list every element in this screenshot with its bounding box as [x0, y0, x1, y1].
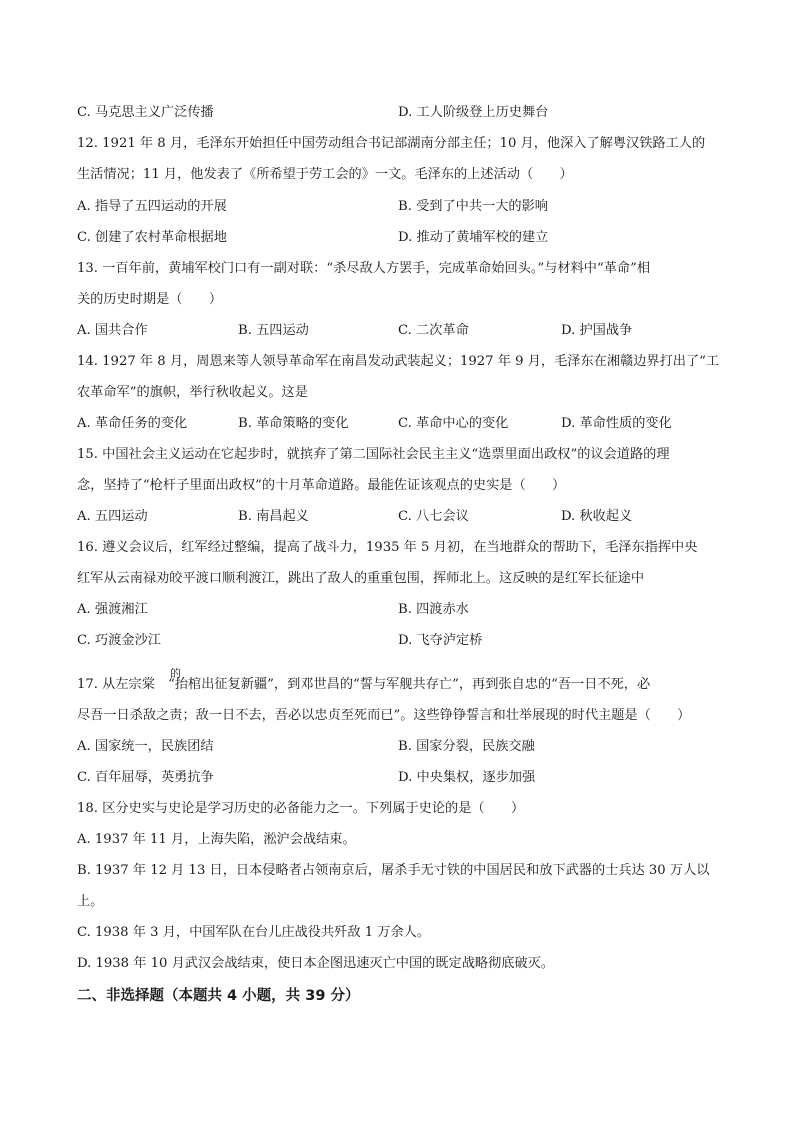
q16-stem-line-1: 16. 遵义会议后，红军经过整编，提高了战斗力，1935 年 5 月初，在当地群众的帮助下，毛泽东指挥中央	[77, 540, 698, 555]
q14-option-b: B. 革命策略的变化	[238, 416, 349, 431]
q18-option-b-line-1: B. 1937 年 12 月 13 日，日本侵略者占领南京后，屠杀手无寸铁的中国居民和放下武器的士兵达 30 万人以	[77, 863, 710, 878]
q11-option-d: D. 工人阶级登上历史舞台	[398, 105, 549, 120]
q15-option-b: B. 南昌起义	[238, 509, 309, 524]
q12-option-b: B. 受到了中共一大的影响	[398, 199, 548, 214]
q16-option-b: B. 四渡赤水	[398, 602, 469, 617]
q14-stem-line-1: 14. 1927 年 8 月，周恩来等人领导革命军在南昌发动武装起义；1927 年 9 月，毛泽东在湘赣边界打出了“工	[77, 354, 720, 369]
q17-option-d: D. 中央集权，逐步加强	[398, 770, 536, 785]
q17-option-a: A. 国家统一，民族团结	[77, 739, 214, 754]
q15-option-a: A. 五四运动	[77, 509, 148, 524]
q15-stem-line-2: 念，坚持了“枪杆子里面出政权”的十月革命道路。最能佐证该观点的史实是（ ）	[77, 478, 566, 493]
q15-stem-line-1: 15. 中国社会主义运动在它起步时，就摈弃了第二国际社会民主主义“选票里面出政权”的议会道路的理	[77, 447, 670, 462]
q13-option-b: B. 五四运动	[238, 323, 309, 338]
q14-option-d: D. 革命性质的变化	[561, 416, 672, 431]
q13-stem-line-2: 关的历史时期是（ ）	[77, 292, 223, 307]
q13-option-a: A. 国共合作	[77, 323, 148, 338]
q16-stem-line-2: 红军从云南禄劝皎平渡口顺利渡江，跳出了敌人的重重包围，挥师北上。这反映的是红军长征途中	[77, 571, 645, 586]
q17-stem-line-2: 尽吾一日杀敌之责；敌一日不去，吾必以忠贞至死而已”。这些铮铮誓言和壮举展现的时代主题是（ ）	[77, 708, 691, 723]
q12-stem-line-1: 12. 1921 年 8 月，毛泽东开始担任中国劳动组合书记部湖南分部主任；10 月，他深入了解粤汉铁路工人的	[77, 136, 706, 151]
q13-stem-line-1: 13. 一百年前，黄埔军校门口有一副对联：“杀尽敌人方罢手，完成革命始回头。”与材料中“革命”相	[77, 261, 651, 276]
q18-stem-line-1: 18. 区分史实与史论是学习历史的必备能力之一。下列属于史论的是（ ）	[77, 801, 525, 816]
q17-option-c: C. 百年屈辱，英勇抗争	[77, 770, 214, 785]
q12-stem-line-2: 生活情况；11 月，他发表了《所希望于劳工会的》一文。毛泽东的上述活动（ ）	[77, 167, 573, 182]
q14-option-a: A. 革命任务的变化	[77, 416, 188, 431]
q12-option-d: D. 推动了黄埔军校的建立	[398, 230, 549, 245]
q15-option-c: C. 八七会议	[398, 509, 469, 524]
q12-option-a: A. 指导了五四运动的开展	[77, 199, 227, 214]
section-2-heading: 二、非选择题（本题共 4 小题，共 39 分）	[77, 988, 360, 1004]
q18-option-c: C. 1938 年 3 月，中国军队在台儿庄战役共歼敌 1 万余人。	[77, 925, 431, 940]
q11-option-c: C. 马克思主义广泛传播	[77, 105, 214, 120]
q18-option-b-line-2: 上。	[77, 894, 104, 909]
q16-option-a: A. 强渡湘江	[77, 602, 148, 617]
q13-option-c: C. 二次革命	[398, 323, 469, 338]
q18-option-d: D. 1938 年 10 月武汉会战结束，使日本企图迅速灭亡中国的既定战略彻底破灭。	[77, 956, 555, 971]
q18-option-a: A. 1937 年 11 月，上海失陷，淞沪会战结束。	[77, 832, 356, 847]
q15-option-d: D. 秋收起义	[561, 509, 633, 524]
q16-option-c: C. 巧渡金沙江	[77, 633, 161, 648]
q13-option-d: D. 护国战争	[561, 323, 633, 338]
q14-stem-line-2: 农革命军”的旗帜，举行秋收起义。这是	[77, 385, 308, 400]
q17-stem-line-1: 17. 从左宗棠 “抬棺出征复新疆”，到邓世昌的“誓与军舰共存亡”，再到张自忠的“吾一日不死，必	[77, 677, 651, 692]
q12-option-c: C. 创建了农村革命根据地	[77, 230, 227, 245]
q14-option-c: C. 革命中心的变化	[398, 416, 509, 431]
q16-option-d: D. 飞夺泸定桥	[398, 633, 483, 648]
q17-superscript-de: 的	[170, 667, 181, 680]
q17-option-b: B. 国家分裂，民族交融	[398, 739, 535, 754]
